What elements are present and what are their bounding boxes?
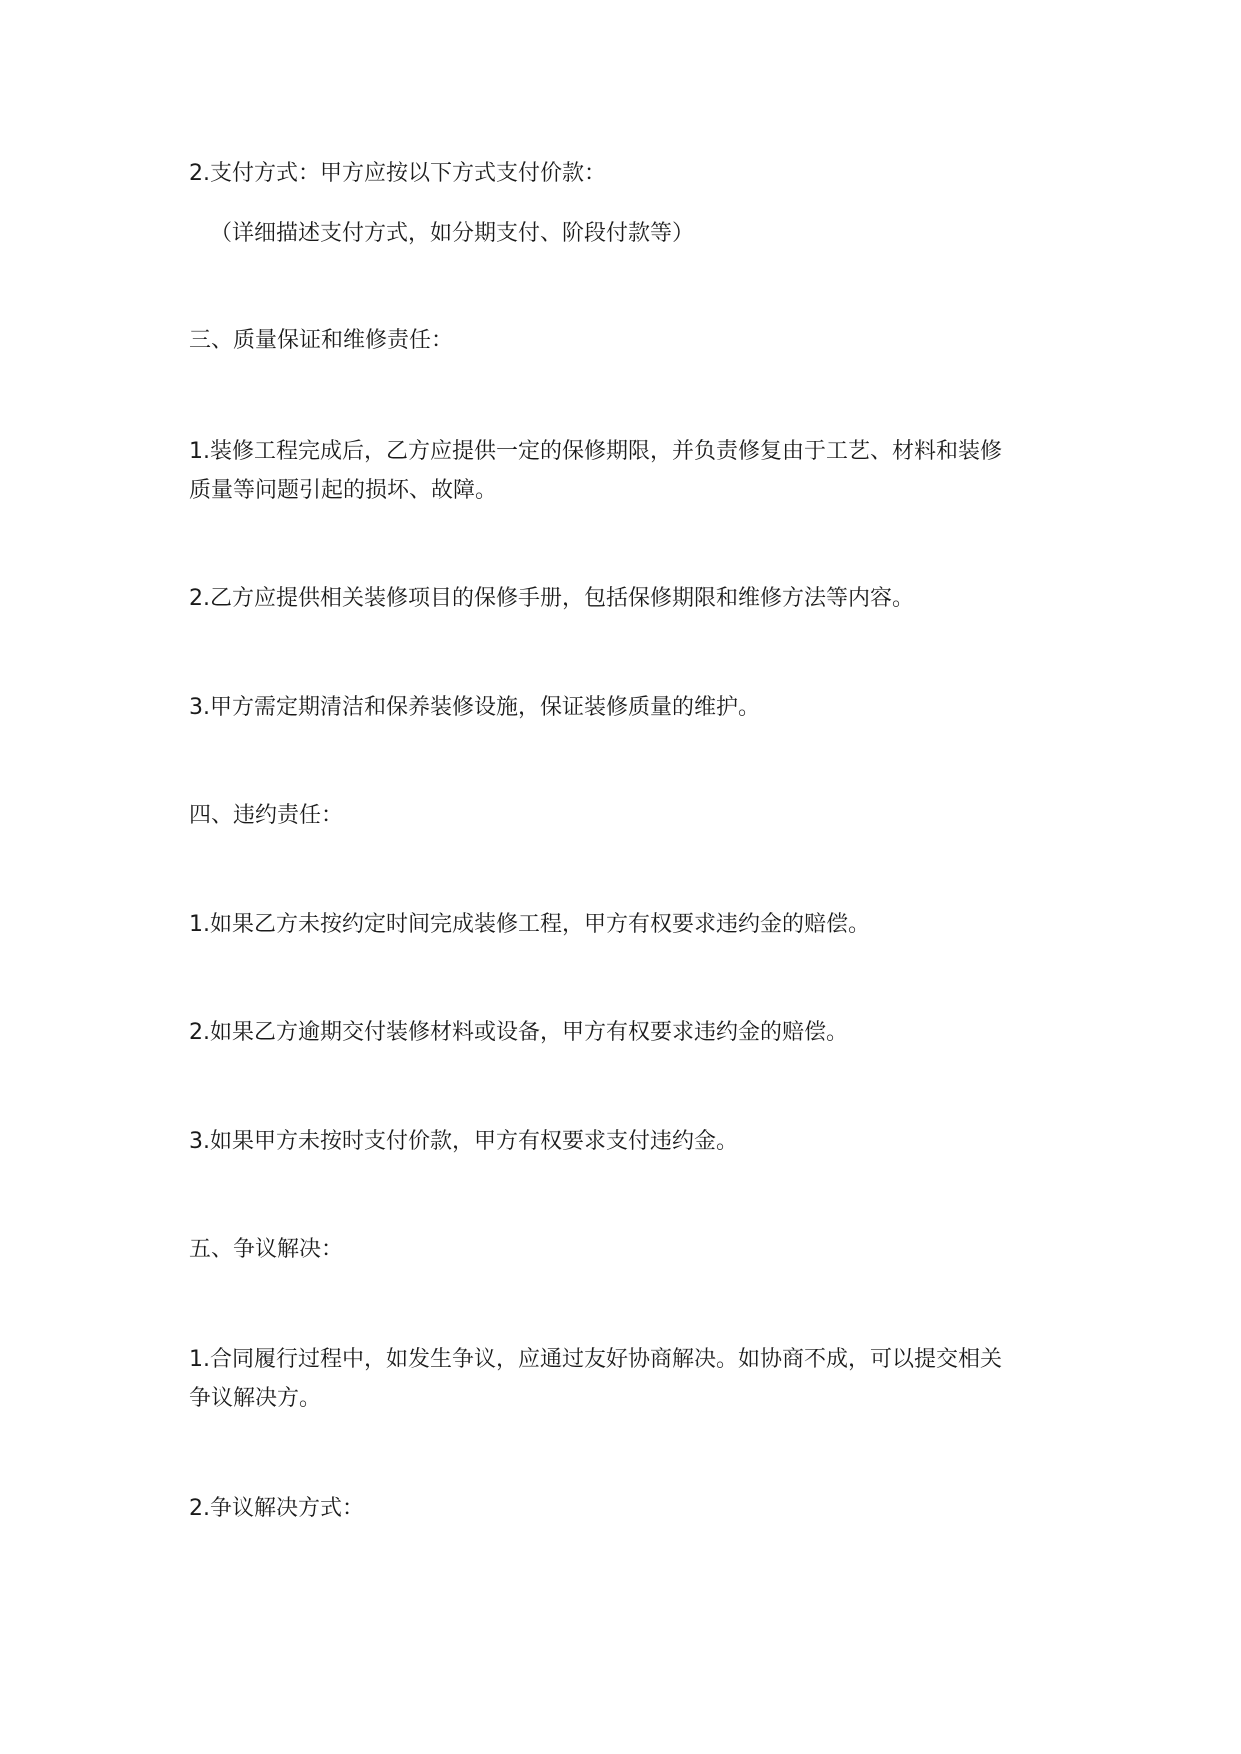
- section-5-item-2: 2.争议解决方式：: [189, 1496, 364, 1521]
- section-3-item-1-line-1: 1.装修工程完成后，乙方应提供一定的保修期限，并负责修复由于工艺、材料和装修: [189, 439, 1002, 464]
- section-3-heading: 三、质量保证和维修责任：: [189, 328, 454, 353]
- section-5-item-1-line-1: 1.合同履行过程中，如发生争议，应通过友好协商解决。如协商不成，可以提交相关: [189, 1347, 1002, 1372]
- section-3-item-1-line-2: 质量等问题引起的损坏、故障。: [189, 478, 498, 503]
- payment-detail-note: （详细描述支付方式，如分期支付、阶段付款等）: [210, 221, 695, 246]
- payment-method-clause: 2.支付方式：甲方应按以下方式支付价款：: [189, 161, 606, 186]
- section-4-item-2: 2.如果乙方逾期交付装修材料或设备，甲方有权要求违约金的赔偿。: [189, 1020, 848, 1045]
- section-4-item-1: 1.如果乙方未按约定时间完成装修工程，甲方有权要求违约金的赔偿。: [189, 912, 870, 937]
- section-4-item-3: 3.如果甲方未按时支付价款，甲方有权要求支付违约金。: [189, 1129, 738, 1154]
- section-3-item-3: 3.甲方需定期清洁和保养装修设施，保证装修质量的维护。: [189, 695, 760, 720]
- section-4-heading: 四、违约责任：: [189, 803, 344, 828]
- section-5-item-1-line-2: 争议解决方。: [189, 1386, 322, 1411]
- section-5-heading: 五、争议解决：: [189, 1237, 344, 1262]
- section-3-item-2: 2.乙方应提供相关装修项目的保修手册，包括保修期限和维修方法等内容。: [189, 586, 914, 611]
